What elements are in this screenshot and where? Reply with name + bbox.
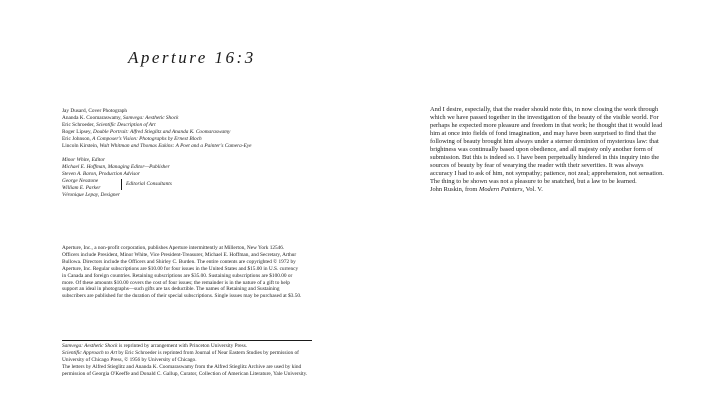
credit-line (62, 129, 312, 136)
credit-name: Eric Schroeder, (62, 121, 95, 128)
credit-desc: Walt Whitman and Thomas Eakins: A Poet and a Painter's Camera-Eye (99, 142, 252, 149)
credit-line (62, 115, 312, 122)
permission-title: Scientific Approach to Art (62, 349, 118, 356)
staff-editor: Minor White, Editor (62, 157, 106, 163)
credit-desc: A Composer's Vision: Photographs by Ernest Bloch (92, 135, 202, 142)
credit-desc: Double Portrait: Alfred Stieglitz and Ananda K. Coomaraswamy (93, 128, 231, 135)
credit-name: Ananda K. Coomaraswamy, (62, 114, 122, 121)
consultant-name: George Nesstone (62, 177, 99, 184)
permission-title: Samvega: Aesthetic Shock (62, 343, 118, 349)
divider-rule (62, 340, 312, 341)
publisher-paragraph: Aperture, Inc., a non-profit corporation, publishes Aperture intermittently at Millerton, New York 12546. Officers include President, Minor White, Vice President-Treasurer, Michael E. Hoffman, and Secretary, Arthur Bullowa. Directors include the Officers and Shirley C. Burden. The entire contents are copyrighted © 1972 by Aperture, Inc. Regular subscriptions are $10.00 for four issues in the United States and $15.00 in U.S. currency in Canada and foreign countries. Retaining subscriptions are $35.00. Sustaining subscriptions are $100.00 or more. Of these amounts $10.00 covers the cost of four issues; the remainder is in the nature of a gift to help support an ideal in photographs—such gifts are tax deductible. The names of Retaining and Sustaining subscribers are published for the duration of their special subscriptions. Single issues may be purchased at $3.50. (62, 245, 302, 300)
staff-production-advisor: Steven A. Baron, Production Advisor (62, 170, 140, 177)
issue-title: Aperture 16:3 (128, 48, 256, 67)
staff-designer: Véronique Lepay, Designer (62, 191, 120, 198)
quote-text: And I desire, especially, that the reader should note this, in now closing the work through which we have passed together in the investigation of the beauty of the visible world. For perhaps he expected more pleasure and freedom in that work; he thought that it would lead him at once into fields of fond imagination, and may have been surprised to find that the following of beauty brought him always under a sterner dominion of mysterious law: that brightness was continually based upon obedience, and all majesty only another form of submission. But this is indeed so. I have been perpetually hindered in this inquiry into the sources of beauty by fear of wearying the reader with their severities. It was always accuracy I had to ask of him, not sympathy; patience, not zeal; apprehension, not sensation. The thing to be shown was not a pleasure to be snatched, but a law to be learned. (430, 106, 664, 186)
permission-text: is reprinted by arrangement with Princeton University Press. (117, 343, 248, 349)
credit-name: Jay Dusard, (62, 108, 88, 114)
credit-desc: Samvega: Aesthetic Shock (123, 114, 179, 121)
quote-attribution (430, 186, 665, 194)
credit-line (62, 108, 312, 115)
attribution-suffix: , Vol. V. (522, 186, 543, 194)
credit-name: Roger Lipsey, (62, 128, 92, 135)
attribution-prefix: John Ruskin, from (430, 186, 479, 194)
contents-credits (62, 108, 312, 149)
staff-managing-editor: Michael E. Hoffman, Managing Editor—Publisher (62, 163, 170, 170)
attribution-title: Modern Painters (479, 186, 523, 194)
permission-letters: The letters by Alfred Stieglitz and Ananda K. Coomaraswamy from the Alfred Stieglitz Archive are used by kind permission of Georgia O'Keeffe and Donald C. Gallup, Curator, Collection of American Literature, Yale University. (62, 363, 308, 377)
credit-desc: Scientific Description of Art (96, 121, 156, 128)
consultant-name: William E. Parker (62, 184, 101, 191)
credit-line (62, 143, 312, 150)
permission-samvega (62, 343, 322, 350)
credit-line (62, 136, 312, 143)
credit-line (62, 122, 312, 129)
brace-mark (121, 179, 124, 190)
ruskin-quote (430, 106, 665, 195)
staff-consultants (62, 178, 312, 192)
credit-name: Eric Johnson, (62, 135, 91, 142)
permission-text: by Eric Schroeder is reprinted from Journal of Near Eastern Studies by permission of University of Chicago Press, © 1956 by University of Chicago. (62, 349, 299, 363)
permissions-notes (62, 343, 322, 378)
credit-name: Lincoln Kirstein, (62, 142, 99, 149)
masthead-staff (62, 157, 312, 198)
consultants-label: Editorial Consultants (126, 180, 172, 187)
credit-desc: Cover Photograph (88, 108, 128, 114)
publisher-info (62, 245, 302, 300)
permission-scientific (62, 350, 322, 364)
